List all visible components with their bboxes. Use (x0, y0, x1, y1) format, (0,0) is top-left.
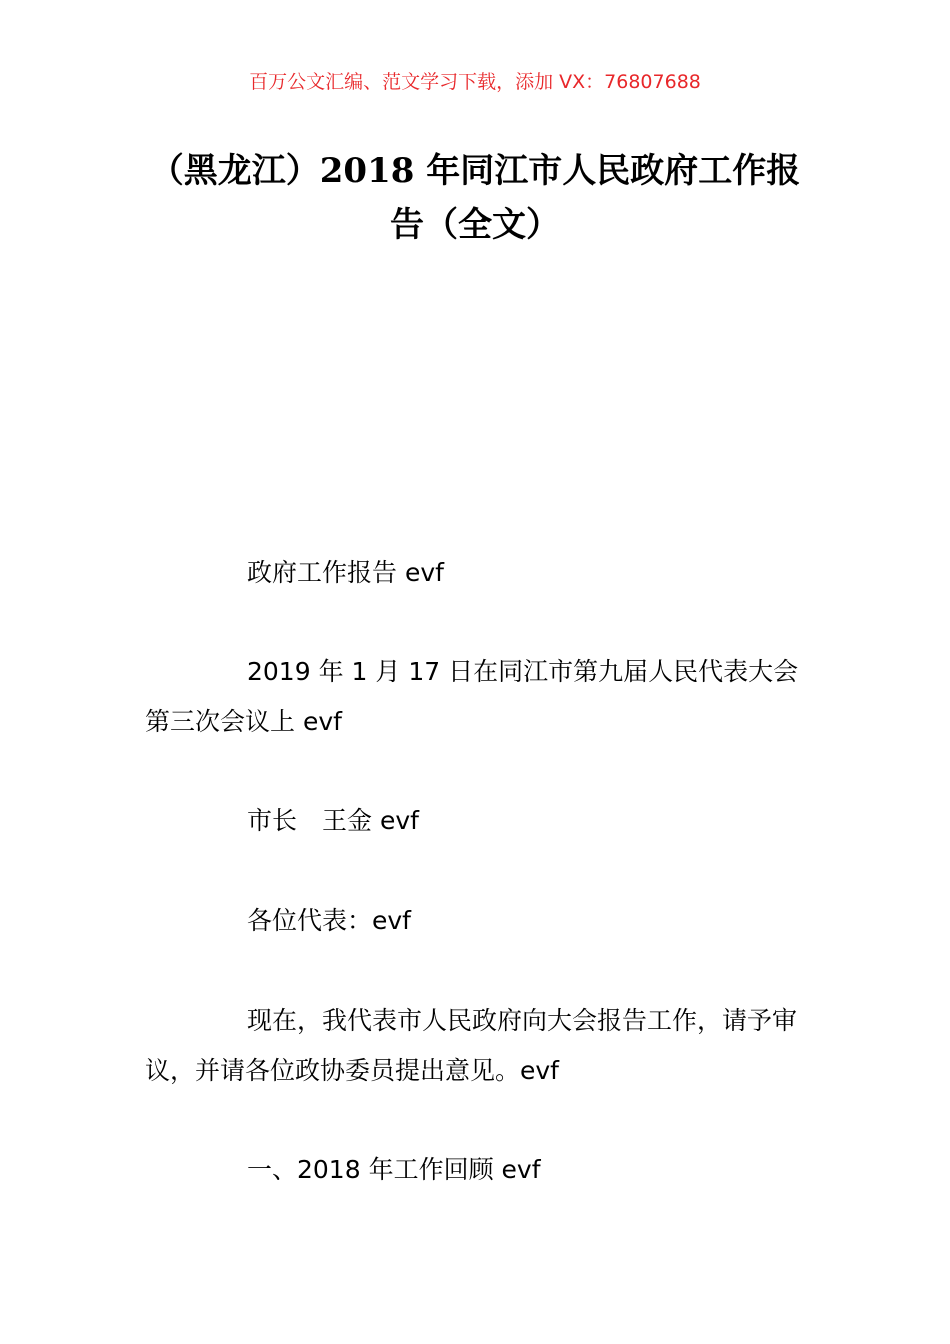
document-title: （黑龙江）2018 年同江市人民政府工作报告（全文） (149, 151, 801, 245)
section-heading-review: 一、2018 年工作回顾 evf (247, 1155, 541, 1184)
header-watermark-note: 百万公文汇编、范文学习下载，添加 VX：76807688 (249, 71, 701, 93)
paragraph-report-label: 政府工作报告 evf (247, 558, 444, 587)
paragraph-meeting-date: 2019 年 1 月 17 日在同江市第九届人民代表大会第三次会议上 evf (145, 657, 799, 736)
paragraph-intro: 现在，我代表市人民政府向大会报告工作，请予审议，并请各位政协委员提出意见。evf (145, 1006, 798, 1085)
paragraph-greeting: 各位代表：evf (247, 906, 411, 935)
paragraph-speaker: 市长 王金 evf (247, 806, 419, 835)
